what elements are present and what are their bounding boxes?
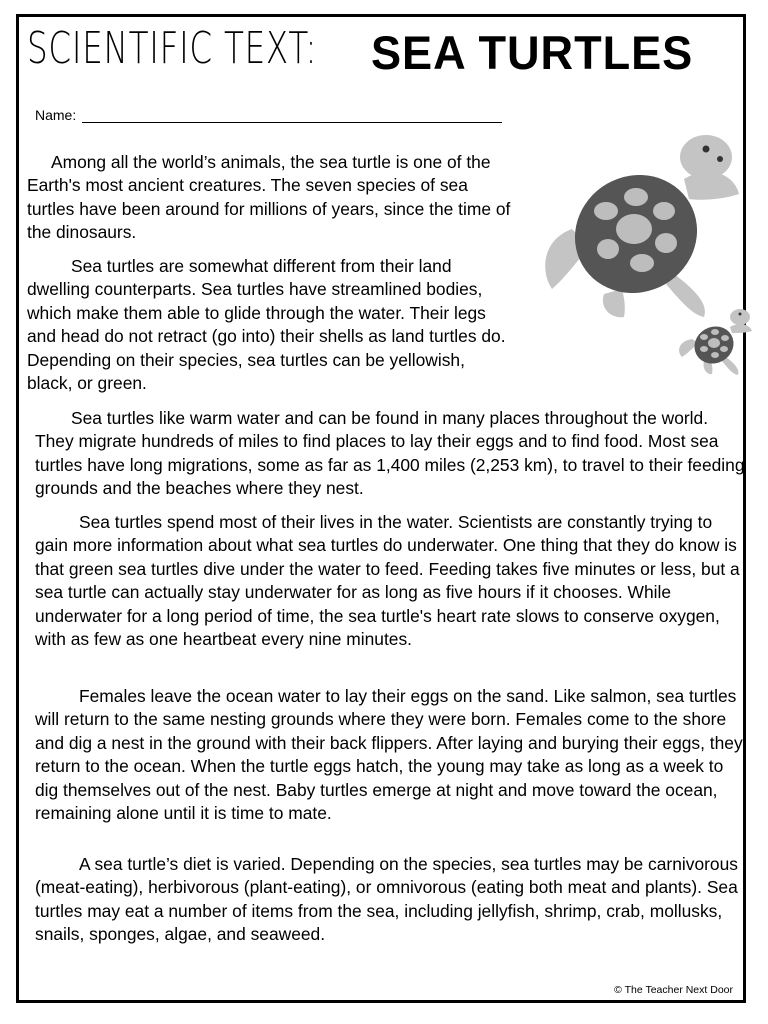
paragraph-6: A sea turtle’s diet is varied. Depending on the species, sea turtles may be carnivorous (meat-eating), herbivorous (plant-eating), or omnivorous (eating both meat and plants). Sea turtles may eat a number of items from the sea, including jellyfish, shrimp, crab, mollusks, snails, sponges, algae, and seaweed. [35,854,738,945]
sea-turtle-small-icon [674,299,754,379]
paragraph-3: Sea turtles like warm water and can be found in many places throughout the world. They migrate hundreds of miles to find places to lay their eggs and to find food. Most sea turtles have long migrations, some as far as 1,400 miles (2,253 km), to travel to their feeding grounds and the beaches where they nest. [35,408,745,499]
name-field[interactable] [35,107,502,123]
title-main: SEA TURTLES [371,26,694,79]
name-label: Name: [35,107,77,123]
copyright-notice: © The Teacher Next Door [614,984,733,996]
sea-turtle-icon [534,119,744,319]
paragraph-1: Among all the world’s animals, the sea turtle is one of the Earth's most ancient creatures. The seven species of sea turtles have been around for millions of years, since the time of the dinosaurs. [27,152,511,243]
paragraph-5: Females leave the ocean water to lay their eggs on the sand. Like salmon, sea turtles will return to the same nesting grounds where they were born. Females come to the shore and dig a nest in the ground with their back flippers. After laying and burying their eggs, they return to the ocean. When the turtle eggs hatch, the young may take as long as a week to dig themselves out of the nest. Baby turtles emerge at night and move toward the ocean, remaining alone until it is time to mate. [35,686,743,824]
title-prefix: SCIENTIFIC TEXT: [27,23,318,74]
page-title [27,23,694,79]
name-blank-line[interactable] [82,108,502,123]
paragraph-4: Sea turtles spend most of their lives in the water. Scientists are constantly trying to gain more information about what sea turtles do underwater. One thing that they do know is that green sea turtles dive under the water to feed. Feeding takes five minutes or less, but a sea turtle can actually stay underwater for as long as five hours if it chooses. While underwater for a long period of time, the sea turtle's heart rate slows to conserve oxygen, with as few as one heartbeat every nine minutes. [35,512,740,650]
paragraph-2: Sea turtles are somewhat different from their land dwelling counterparts. Sea turtles have streamlined bodies, which make them able to glide through the water. Their legs and head do not retract (go into) their shells as land turtles do. Depending on their species, sea turtles can be yellowish, black, or green. [27,256,506,394]
worksheet-frame [16,14,746,1003]
